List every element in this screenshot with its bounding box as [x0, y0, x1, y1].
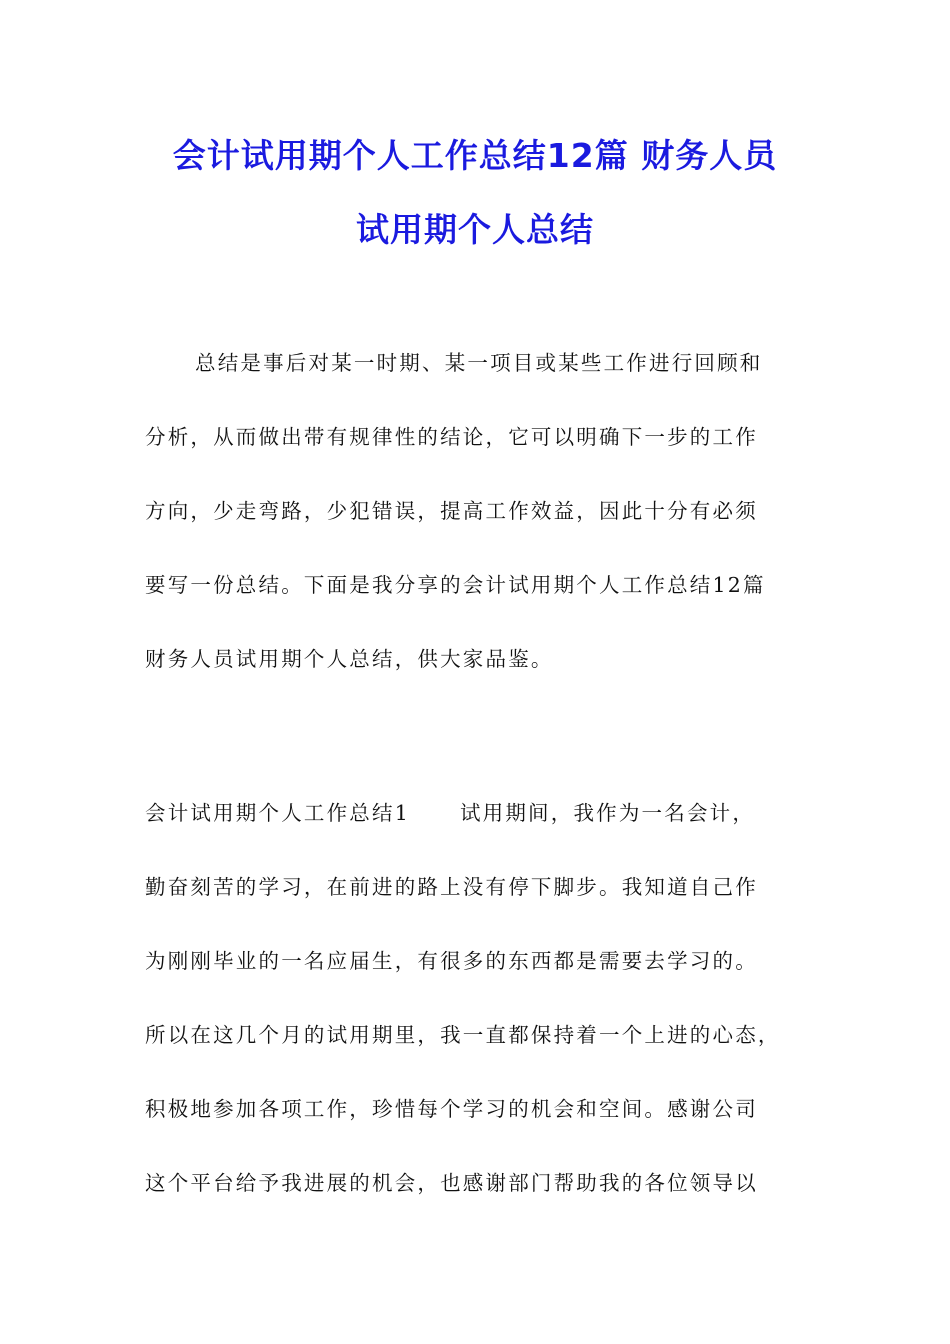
intro-paragraph-line-4: 要写一份总结。下面是我分享的会计试用期个人工作总结12篇: [145, 573, 766, 597]
section-1-line-5: 积极地参加各项工作，珍惜每个学习的机会和空间。感谢公司: [145, 1097, 758, 1121]
intro-paragraph-line-5: 财务人员试用期个人总结，供大家品鉴。: [145, 647, 554, 671]
section-1-heading: 会计试用期个人工作总结1: [145, 801, 410, 825]
intro-paragraph-line-3: 方向，少走弯路，少犯错误，提高工作效益，因此十分有必须: [145, 499, 758, 523]
intro-paragraph-line-1: 总结是事后对某一时期、某一项目或某些工作进行回顾和: [195, 351, 763, 375]
document-title-line-1: 会计试用期个人工作总结12篇 财务人员: [172, 136, 778, 175]
section-1-line-3: 为刚刚毕业的一名应届生，有很多的东西都是需要去学习的。: [145, 949, 758, 973]
section-1-line-6: 这个平台给予我进展的机会，也感谢部门帮助我的各位领导以: [145, 1171, 758, 1195]
section-1-line-4: 所以在这几个月的试用期里，我一直都保持着一个上进的心态，: [145, 1023, 781, 1047]
section-1-line-2: 勤奋刻苦的学习，在前进的路上没有停下脚步。我知道自己作: [145, 875, 758, 899]
section-1-opening-text: 试用期间，我作为一名会计，: [459, 801, 756, 825]
intro-paragraph-line-2: 分析，从而做出带有规律性的结论，它可以明确下一步的工作: [145, 425, 758, 449]
document-title-line-2: 试用期个人总结: [356, 210, 594, 249]
section-1-first-line: [145, 796, 755, 826]
